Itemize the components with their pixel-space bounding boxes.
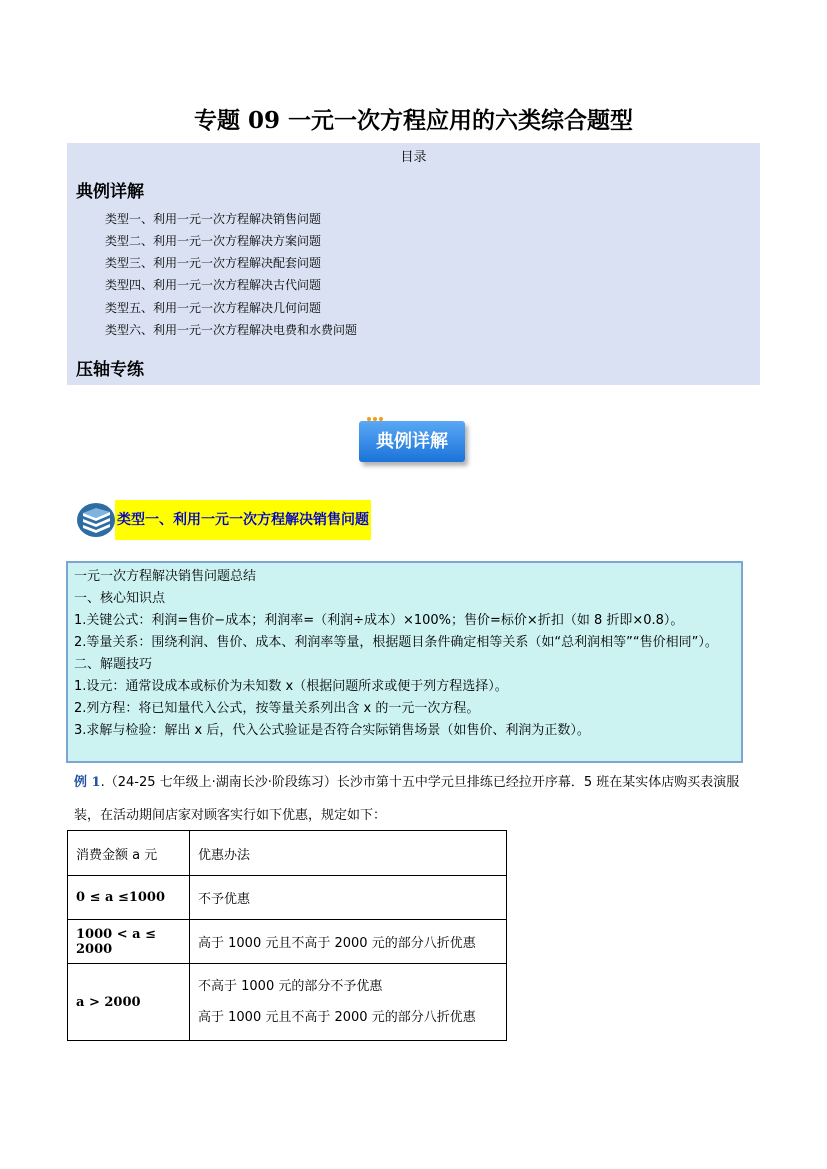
table-of-contents xyxy=(67,143,760,385)
table-range-cell: a > 2000 xyxy=(76,994,141,1010)
summary-line: 二、解题技巧 xyxy=(74,657,153,672)
example-paragraph xyxy=(74,766,754,832)
table-range-cell: 1000 < a ≤ 2000 xyxy=(76,926,156,957)
summary-line: 2.列方程：将已知量代入公式，按等量关系列出含 x 的一元一次方程。 xyxy=(74,701,480,716)
table-row xyxy=(68,964,507,1041)
toc-item-type4[interactable]: 类型四、利用一元一次方程解决古代问题 xyxy=(105,278,322,292)
section-heading-label: 类型一、利用一元一次方程解决销售问题 xyxy=(115,500,371,540)
book-stack-icon xyxy=(77,502,117,538)
toc-item-type3[interactable]: 类型三、利用一元一次方程解决配套问题 xyxy=(105,256,322,270)
table-rule-line: 不高于 1000 元的部分不予优惠 xyxy=(198,979,383,994)
summary-line: 1.关键公式：利润=售价−成本；利润率=（利润÷成本）×100%；售价=标价×折扣（如 8 折即×0.8）。 xyxy=(74,613,684,628)
toc-item-type1[interactable]: 类型一、利用一元一次方程解决销售问题 xyxy=(105,212,322,226)
summary-box xyxy=(66,561,743,763)
table-rule-cell: 不予优惠 xyxy=(190,876,507,920)
example-text: .（24-25 七年级上·湖南长沙·阶段练习）长沙市第十五中学元旦排练已经拉开序幕．5 班在某实体店购买表演服装，在活动期间店家对顾客实行如下优惠，规定如下： xyxy=(74,775,740,823)
table-row xyxy=(68,831,507,876)
toc-section-examples[interactable]: 典例详解 xyxy=(76,182,144,202)
summary-line: 一、核心知识点 xyxy=(74,591,166,606)
section-badge: 典例详解 xyxy=(359,421,465,462)
toc-item-type2[interactable]: 类型二、利用一元一次方程解决方案问题 xyxy=(105,234,322,248)
table-range-cell: 0 ≤ a ≤1000 xyxy=(76,890,166,905)
summary-line: 一元一次方程解决销售问题总结 xyxy=(74,569,257,584)
table-header-cell: 优惠办法 xyxy=(190,831,507,876)
toc-item-type5[interactable]: 类型五、利用一元一次方程解决几何问题 xyxy=(105,301,322,315)
summary-line: 2.等量关系：围绕利润、售价、成本、利润率等量，根据题目条件确定相等关系（如“总利润相等”“售价相同”）。 xyxy=(74,635,718,650)
table-header-cell: 消费金额 a 元 xyxy=(68,831,190,876)
table-row xyxy=(68,876,507,920)
table-rule-line: 高于 1000 元且不高于 2000 元的部分八折优惠 xyxy=(198,1010,476,1025)
table-row xyxy=(68,920,507,964)
summary-line: 3.求解与检验：解出 x 后，代入公式验证是否符合实际销售场景（如售价、利润为正数）。 xyxy=(74,723,590,738)
table-rule-cell: 高于 1000 元且不高于 2000 元的部分八折优惠 xyxy=(190,920,507,964)
discount-table xyxy=(67,830,507,1041)
toc-section-practice[interactable]: 压轴专练 xyxy=(76,360,144,380)
toc-item-type6[interactable]: 类型六、利用一元一次方程解决电费和水费问题 xyxy=(105,323,358,337)
summary-line: 1.设元：通常设成本或标价为未知数 x（根据问题所求或便于列方程选择）。 xyxy=(74,679,508,694)
toc-label: 目录 xyxy=(400,150,427,165)
example-label: 例 1 xyxy=(74,775,101,790)
page-title: 专题 09 一元一次方程应用的六类综合题型 xyxy=(193,107,634,134)
